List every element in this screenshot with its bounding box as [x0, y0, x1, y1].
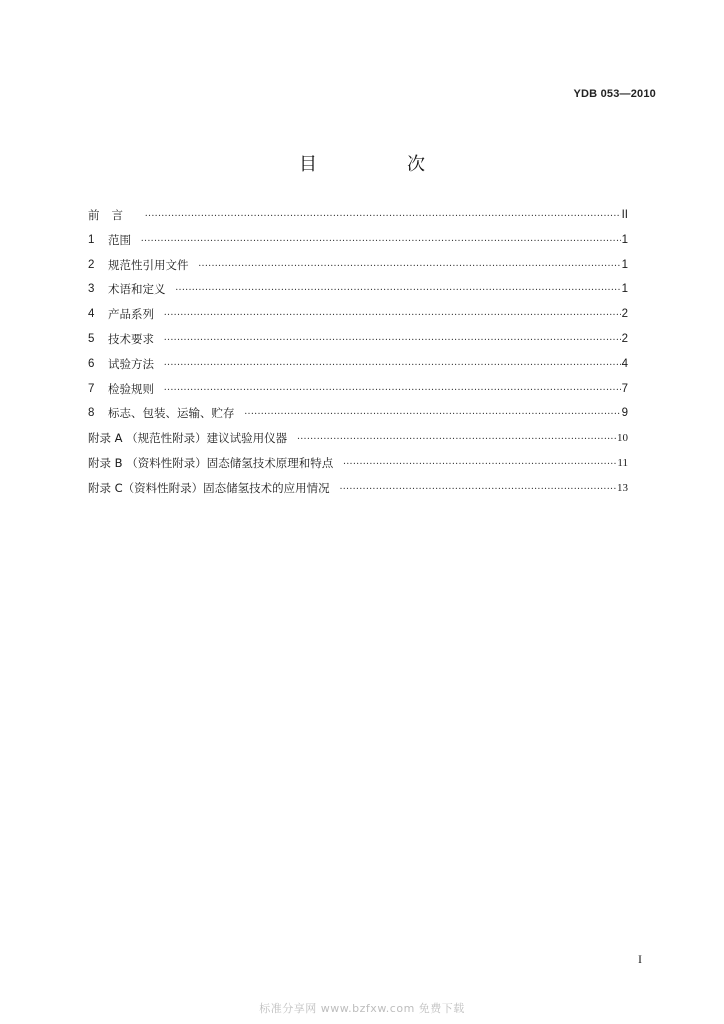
toc-entry[interactable] [88, 327, 628, 352]
toc-entry-page: 1 [621, 283, 628, 296]
toc-entry-number: 1 [88, 233, 95, 246]
toc-leader-dots [340, 475, 616, 500]
toc-leader-dots [164, 301, 621, 326]
toc-entry[interactable] [88, 476, 628, 501]
toc-entry-label: 标志、包装、运输、贮存 [108, 406, 235, 421]
toc-entry[interactable] [88, 253, 628, 278]
toc-entry-page: 2 [621, 308, 628, 321]
toc-entry[interactable] [88, 377, 628, 402]
toc-leader-dots [141, 227, 621, 252]
toc-leader-dots [164, 351, 621, 376]
toc-entry-label: 范围 [108, 232, 131, 247]
toc-entry-label: 技术要求 [108, 331, 154, 346]
toc-entry-page: 4 [621, 357, 628, 370]
toc-leader-dots [245, 400, 621, 425]
toc-entry-page: 2 [621, 332, 628, 345]
toc-entry[interactable] [88, 451, 628, 476]
toc-entry-number: 7 [88, 382, 95, 395]
toc-entry-label: 附录 B （资料性附录）固态储氢技术原理和特点 [88, 455, 334, 470]
toc-entry-page: 1 [621, 233, 628, 246]
toc-leader-dots [145, 202, 621, 227]
toc-entry-page: II [621, 209, 628, 221]
toc-leader-dots [297, 425, 616, 450]
toc-entry[interactable] [88, 352, 628, 377]
toc-leader-dots [199, 252, 621, 277]
toc-entry[interactable] [88, 203, 628, 228]
toc-entry-page: 7 [621, 382, 628, 395]
toc-entry-label: 规范性引用文件 [108, 257, 189, 272]
toc-leader-dots [164, 326, 621, 351]
toc-entry-label: 术语和定义 [108, 282, 166, 297]
toc-entry-label: 检验规则 [108, 381, 154, 396]
toc-entry-label: 产品系列 [108, 307, 154, 322]
toc-entry-label: 试验方法 [108, 356, 154, 371]
toc-entry-number: 8 [88, 407, 95, 420]
toc-leader-dots [176, 276, 621, 301]
toc-entry[interactable] [88, 401, 628, 426]
toc-entry-label: 附录 C（资料性附录）固态储氢技术的应用情况 [88, 480, 330, 495]
toc-entry[interactable] [88, 426, 628, 451]
document-code: YDB 053—2010 [573, 88, 656, 100]
toc-leader-dots [343, 450, 616, 475]
toc-entry[interactable] [88, 228, 628, 253]
toc-title: 目 次 [299, 154, 461, 175]
toc-entry-number: 2 [88, 258, 95, 271]
toc-entry-page: 11 [617, 456, 628, 469]
toc-leader-dots [164, 376, 621, 401]
toc-entry-number: 5 [88, 332, 95, 345]
toc-entry-label: 前言 [88, 208, 135, 222]
toc-entry-number: 6 [88, 357, 95, 370]
toc-entry-number: 3 [88, 283, 95, 296]
toc-entry-label: 附录 A （规范性附录）建议试验用仪器 [88, 431, 288, 446]
toc-entry-page: 1 [621, 258, 628, 271]
toc-entry-page: 13 [617, 481, 628, 494]
watermark: 标准分享网 www.bzfxw.com 免费下载 [259, 1002, 465, 1015]
page-number: I [638, 952, 642, 966]
toc-entry-page: 10 [617, 432, 628, 445]
toc-entry[interactable] [88, 302, 628, 327]
toc-entry-number: 4 [88, 308, 95, 321]
toc-entry[interactable] [88, 277, 628, 302]
table-of-contents [88, 203, 628, 501]
toc-entry-page: 9 [621, 407, 628, 420]
